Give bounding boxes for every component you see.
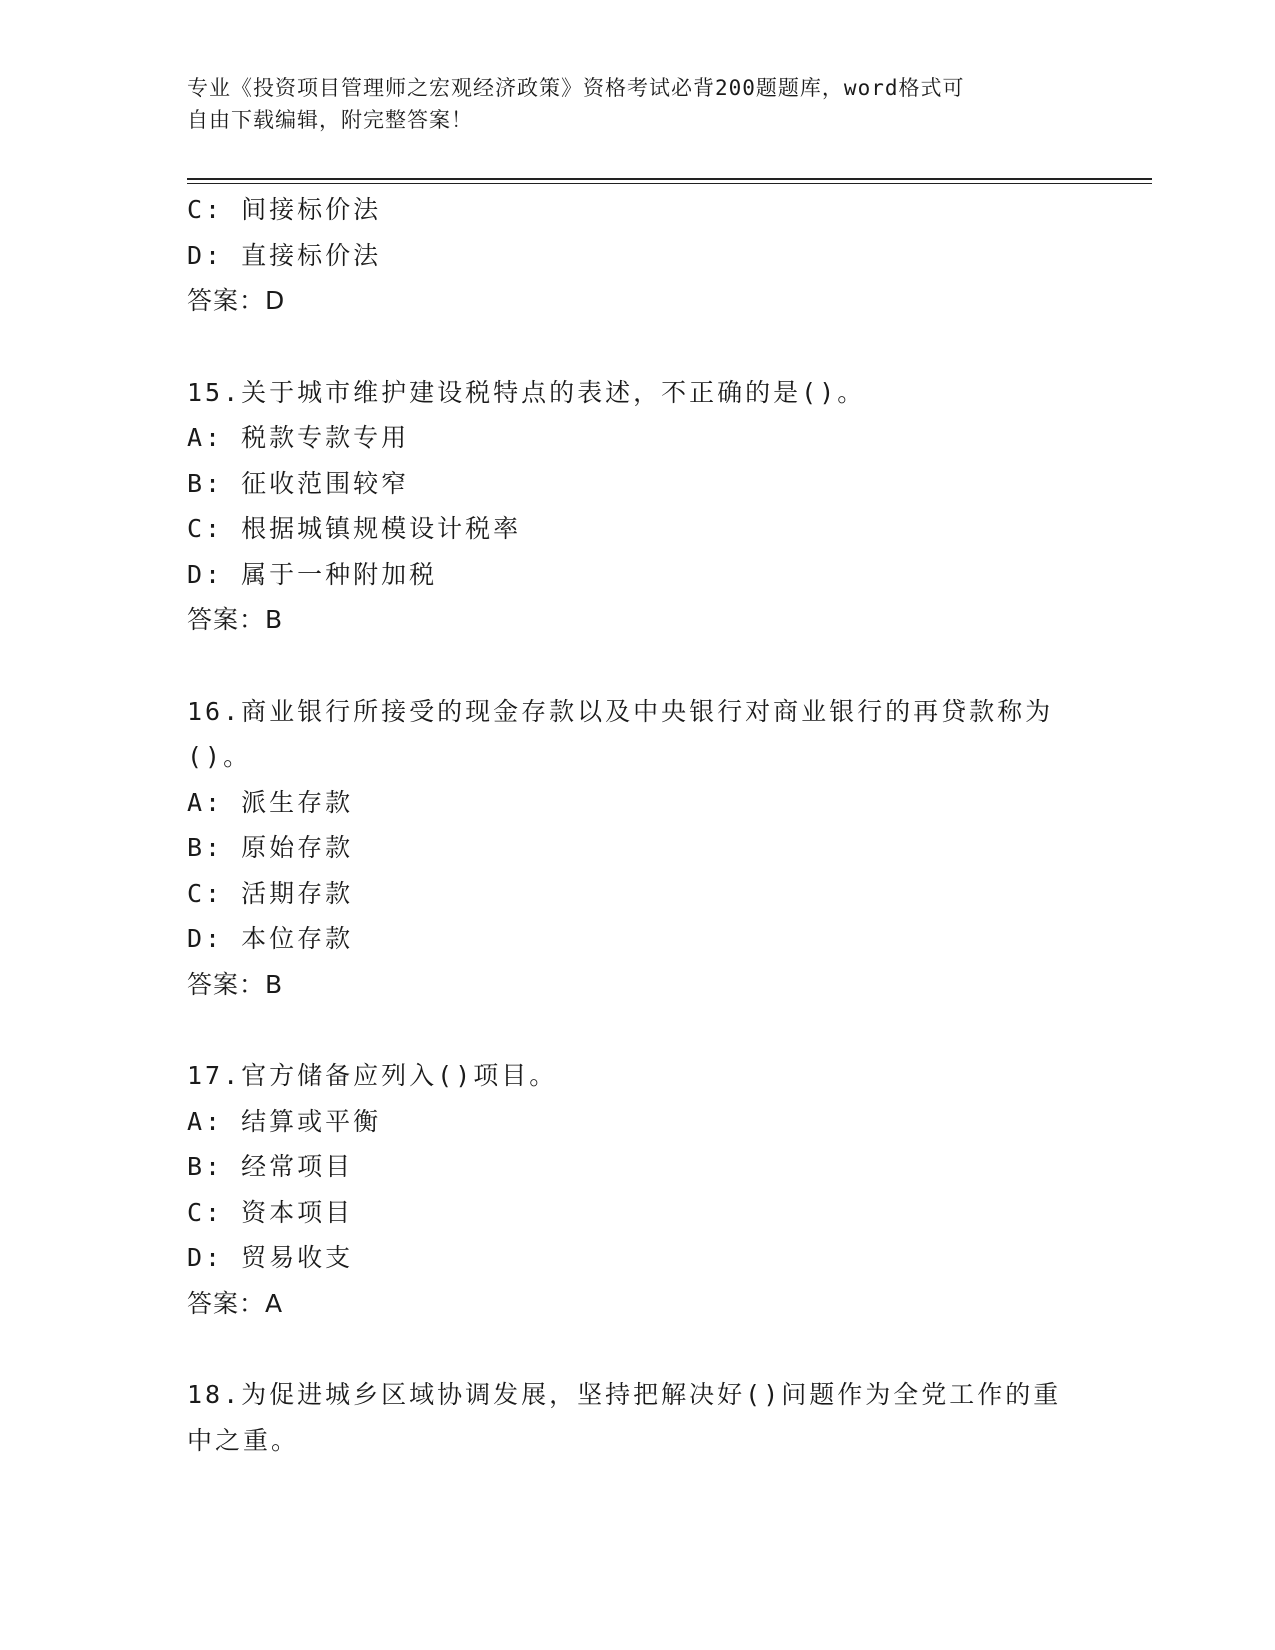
question-stem-continued: 中之重。 [187, 1425, 300, 1455]
option-a: A: 税款专款专用 [187, 423, 410, 452]
option-a: A: 结算或平衡 [187, 1106, 382, 1136]
option-a: A: 派生存款 [187, 787, 354, 817]
header-divider [187, 178, 1152, 180]
question-stem: 18.为促进城乡区域协调发展，坚持把解决好()问题作为全党工作的重 [187, 1380, 1062, 1409]
question-list [187, 187, 1087, 1463]
option-c: C: 资本项目 [187, 1197, 354, 1227]
question-stem: 16.商业银行所接受的现金存款以及中央银行对商业银行的再贷款称为 [187, 696, 1054, 726]
question-stem-continued: ()。 [187, 742, 252, 771]
option-d: D: 贸易收支 [187, 1243, 354, 1272]
question-17 [187, 1053, 1087, 1326]
document-header [187, 72, 1067, 136]
option-b: B: 经常项目 [187, 1152, 354, 1181]
answer: 答案：A [187, 1288, 284, 1318]
header-divider-thin [187, 183, 1152, 184]
option-d: D: 直接标价法 [187, 240, 382, 270]
option-b: B: 原始存款 [187, 833, 354, 862]
question-18 [187, 1372, 1087, 1463]
option-c: C: 间接标价法 [187, 195, 382, 224]
option-c: C: 根据城镇规模设计税率 [187, 514, 522, 543]
previous-question-tail [187, 187, 1087, 324]
question-16 [187, 689, 1087, 1008]
answer: 答案：B [187, 969, 284, 999]
question-15 [187, 370, 1087, 643]
answer: 答案：B [187, 605, 284, 634]
option-d: D: 本位存款 [187, 924, 354, 953]
header-line-1: 专业《投资项目管理师之宏观经济政策》资格考试必背200题题库，word格式可 [187, 76, 965, 100]
option-b: B: 征收范围较窄 [187, 468, 410, 498]
question-stem: 17.官方储备应列入()项目。 [187, 1061, 558, 1090]
option-c: C: 活期存款 [187, 878, 354, 908]
header-line-2: 自由下载编辑，附完整答案！ [187, 108, 473, 132]
question-stem: 15.关于城市维护建设税特点的表述，不正确的是()。 [187, 377, 866, 407]
answer: 答案：D [187, 286, 286, 315]
option-d: D: 属于一种附加税 [187, 559, 438, 589]
